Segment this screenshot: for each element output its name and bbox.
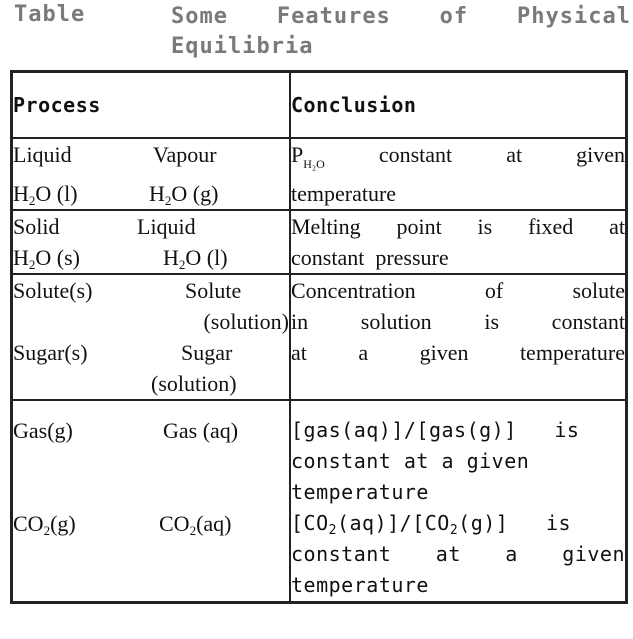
process-formula-line (13, 508, 289, 539)
column-header-process: Process (12, 72, 291, 139)
column-header-conclusion: Conclusion (290, 72, 627, 139)
process-left-formula: $CO_2(g)$ (13, 511, 76, 538)
process-cell (12, 138, 291, 210)
table-row (12, 400, 627, 603)
process-formula-line (13, 242, 289, 273)
process-formula-line (13, 178, 289, 209)
conclusion-line: in solution is constant (291, 309, 625, 334)
conclusion-line: temperature (291, 573, 429, 597)
table-heading (0, 0, 633, 70)
conclusion-line: temperature (291, 181, 397, 206)
equilibria-table (10, 70, 628, 604)
process-right: Sugar (181, 340, 233, 365)
process-left: Liquid (13, 142, 72, 167)
process-right: Gas (aq) (163, 418, 239, 443)
process-cell (12, 274, 291, 400)
conclusion-cell (290, 210, 627, 274)
conclusion-line: Concentration of solute (291, 278, 625, 303)
process-right: Vapour (153, 142, 217, 167)
conclusion-cell (290, 138, 627, 210)
conclusion-line: constant pressure (291, 245, 449, 270)
process-right-formula: $H_2O$ (l) (163, 245, 228, 272)
table-title (171, 2, 631, 62)
conclusion-cell (290, 400, 627, 603)
table-label: Table (14, 2, 86, 27)
process-right: Liquid (137, 214, 196, 239)
process-cell (12, 210, 291, 274)
process-left: Gas(g) (13, 418, 73, 443)
process-right-formula: $CO_2(aq)$ (159, 511, 232, 538)
conclusion-line: $P_{H_2O}$ constant at given (291, 142, 626, 171)
conclusion-line: at a given temperature (291, 340, 625, 365)
process-line (13, 139, 289, 170)
process-left-formula: $H_2O$ (l) (13, 181, 78, 208)
process-left: Solute(s) (13, 278, 93, 303)
process-left: Sugar(s) (13, 340, 88, 365)
process-right-formula: $H_2O$ (g) (149, 181, 219, 208)
conclusion-line: constant at a given (291, 542, 625, 566)
header-row (12, 72, 627, 139)
process-right-sub: (solution) (151, 371, 237, 396)
process-line (13, 211, 289, 242)
table-row (12, 138, 627, 210)
process-cell (12, 400, 291, 603)
process-left: Solid (13, 214, 60, 239)
conclusion-line: constant at a given (291, 449, 530, 473)
table-title-line2: Equilibria (171, 34, 314, 59)
process-right-sub: (solution) (203, 309, 289, 334)
conclusion-line: temperature (291, 480, 429, 504)
process-line (13, 337, 289, 368)
table-row (12, 210, 627, 274)
conclusion-equation: $[CO_2(aq)]/[CO_2(g)]$ is (291, 511, 572, 538)
conclusion-cell (290, 274, 627, 400)
process-right: Solute (185, 278, 242, 303)
process-line (13, 275, 289, 306)
process-left-formula: $H_2O$ (s) (13, 245, 80, 272)
conclusion-line: Melting point is fixed at (291, 214, 625, 239)
conclusion-equation: [gas(aq)]/[gas(g)] is (291, 418, 580, 442)
process-line (13, 415, 289, 446)
table-row (12, 274, 627, 400)
table-title-line1: Some Features of Physical (171, 4, 631, 29)
